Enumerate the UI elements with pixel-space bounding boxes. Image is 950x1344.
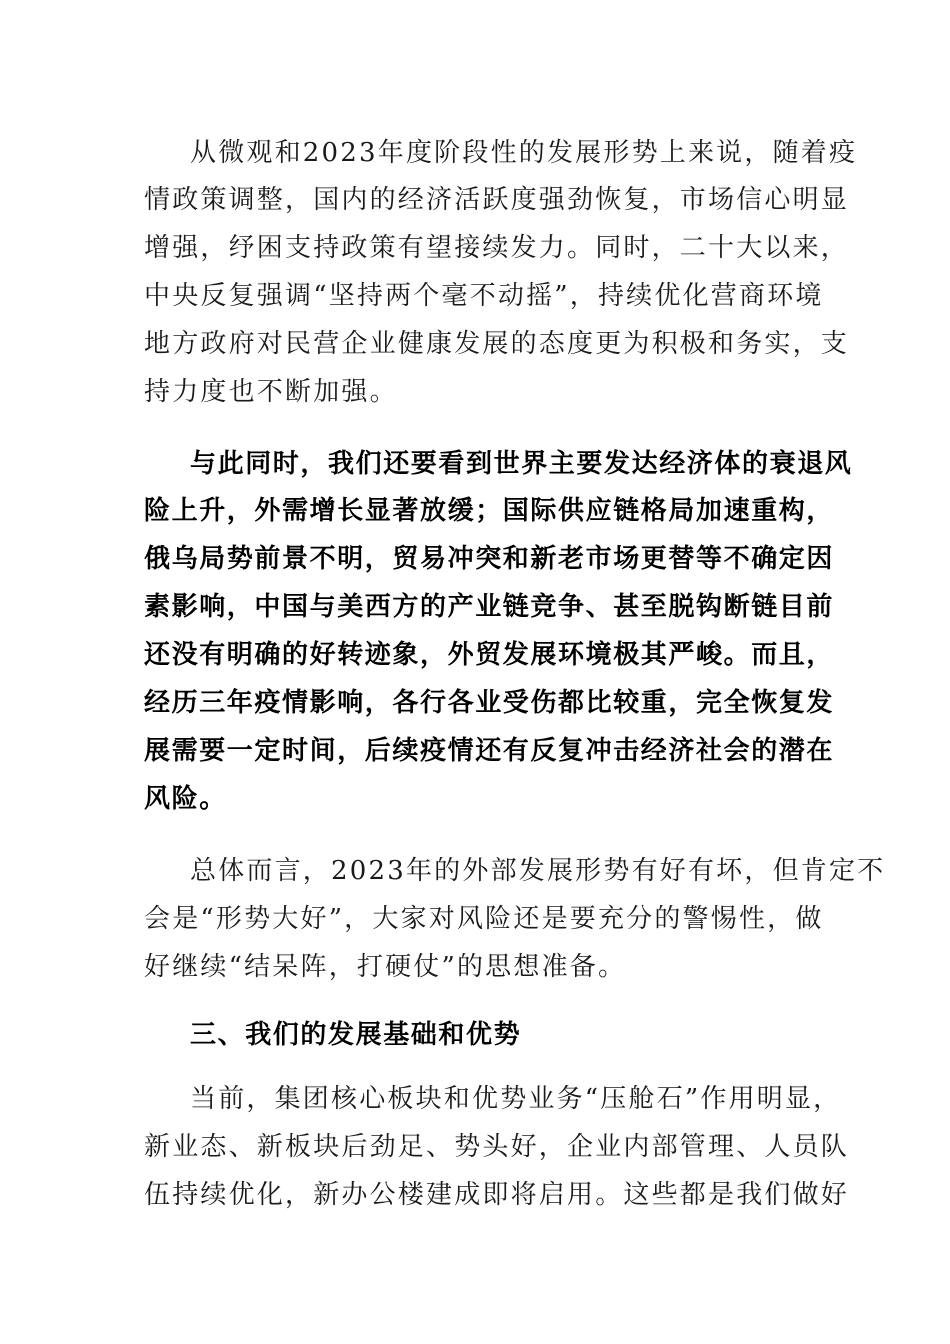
paragraph-line: 持力度也不断加强。: [144, 377, 398, 407]
bold-paragraph-line: 与此同时，我们还要看到世界主要发达经济体的衰退风: [190, 449, 853, 479]
paragraph-line: 新业态、新板块后劲足、势头好，企业内部管理、人员队: [144, 1132, 850, 1162]
bold-paragraph-line: 素影响，中国与美西方的产业链竞争、甚至脱钩断链目前: [144, 592, 835, 622]
paragraph-line: 总体而言，2023年的外部发展形势有好有坏，但肯定不: [190, 856, 886, 886]
paragraph-line: 中央反复强调“坚持两个毫不动摇”，持续优化营商环境: [144, 281, 824, 311]
bold-paragraph-line: 展需要一定时间，后续疫情还有反复冲击经济社会的潜在: [144, 736, 835, 766]
section-heading: 三、我们的发展基础和优势: [190, 1020, 522, 1050]
paragraph-line: 从微观和2023年度阶段性的发展形势上来说，随着疫: [190, 138, 858, 168]
bold-paragraph-line: 俄乌局势前景不明，贸易冲突和新老市场更替等不确定因: [144, 544, 835, 574]
paragraph-line: 好继续“结呆阵，打硬仗”的思想准备。: [144, 952, 627, 982]
bold-paragraph-line: 经历三年疫情影响，各行各业受伤都比较重，完全恢复发: [144, 688, 835, 718]
paragraph-line: 情政策调整，国内的经济活跃度强劲恢复，市场信心明显: [144, 185, 850, 215]
bold-paragraph-line: 险上升，外需增长显著放缓；国际供应链格局加速重构，: [144, 496, 835, 526]
paragraph-line: 伍持续优化，新办公楼建成即将启用。这些都是我们做好: [144, 1180, 850, 1210]
paragraph-line: 地方政府对民营企业健康发展的态度更为积极和务实，支: [144, 329, 850, 359]
bold-paragraph-line: 风险。: [144, 784, 227, 814]
paragraph-line: 当前，集团核心板块和优势业务“压舱石”作用明显，: [190, 1084, 842, 1114]
paragraph-line: 增强，纾困支持政策有望接续发力。同时，二十大以来，: [144, 233, 850, 263]
bold-paragraph-line: 还没有明确的好转迹象，外贸发展环境极其严峻。而且，: [144, 640, 835, 670]
paragraph-line: 会是“形势大好”，大家对风险还是要充分的警惕性，做: [144, 904, 824, 934]
